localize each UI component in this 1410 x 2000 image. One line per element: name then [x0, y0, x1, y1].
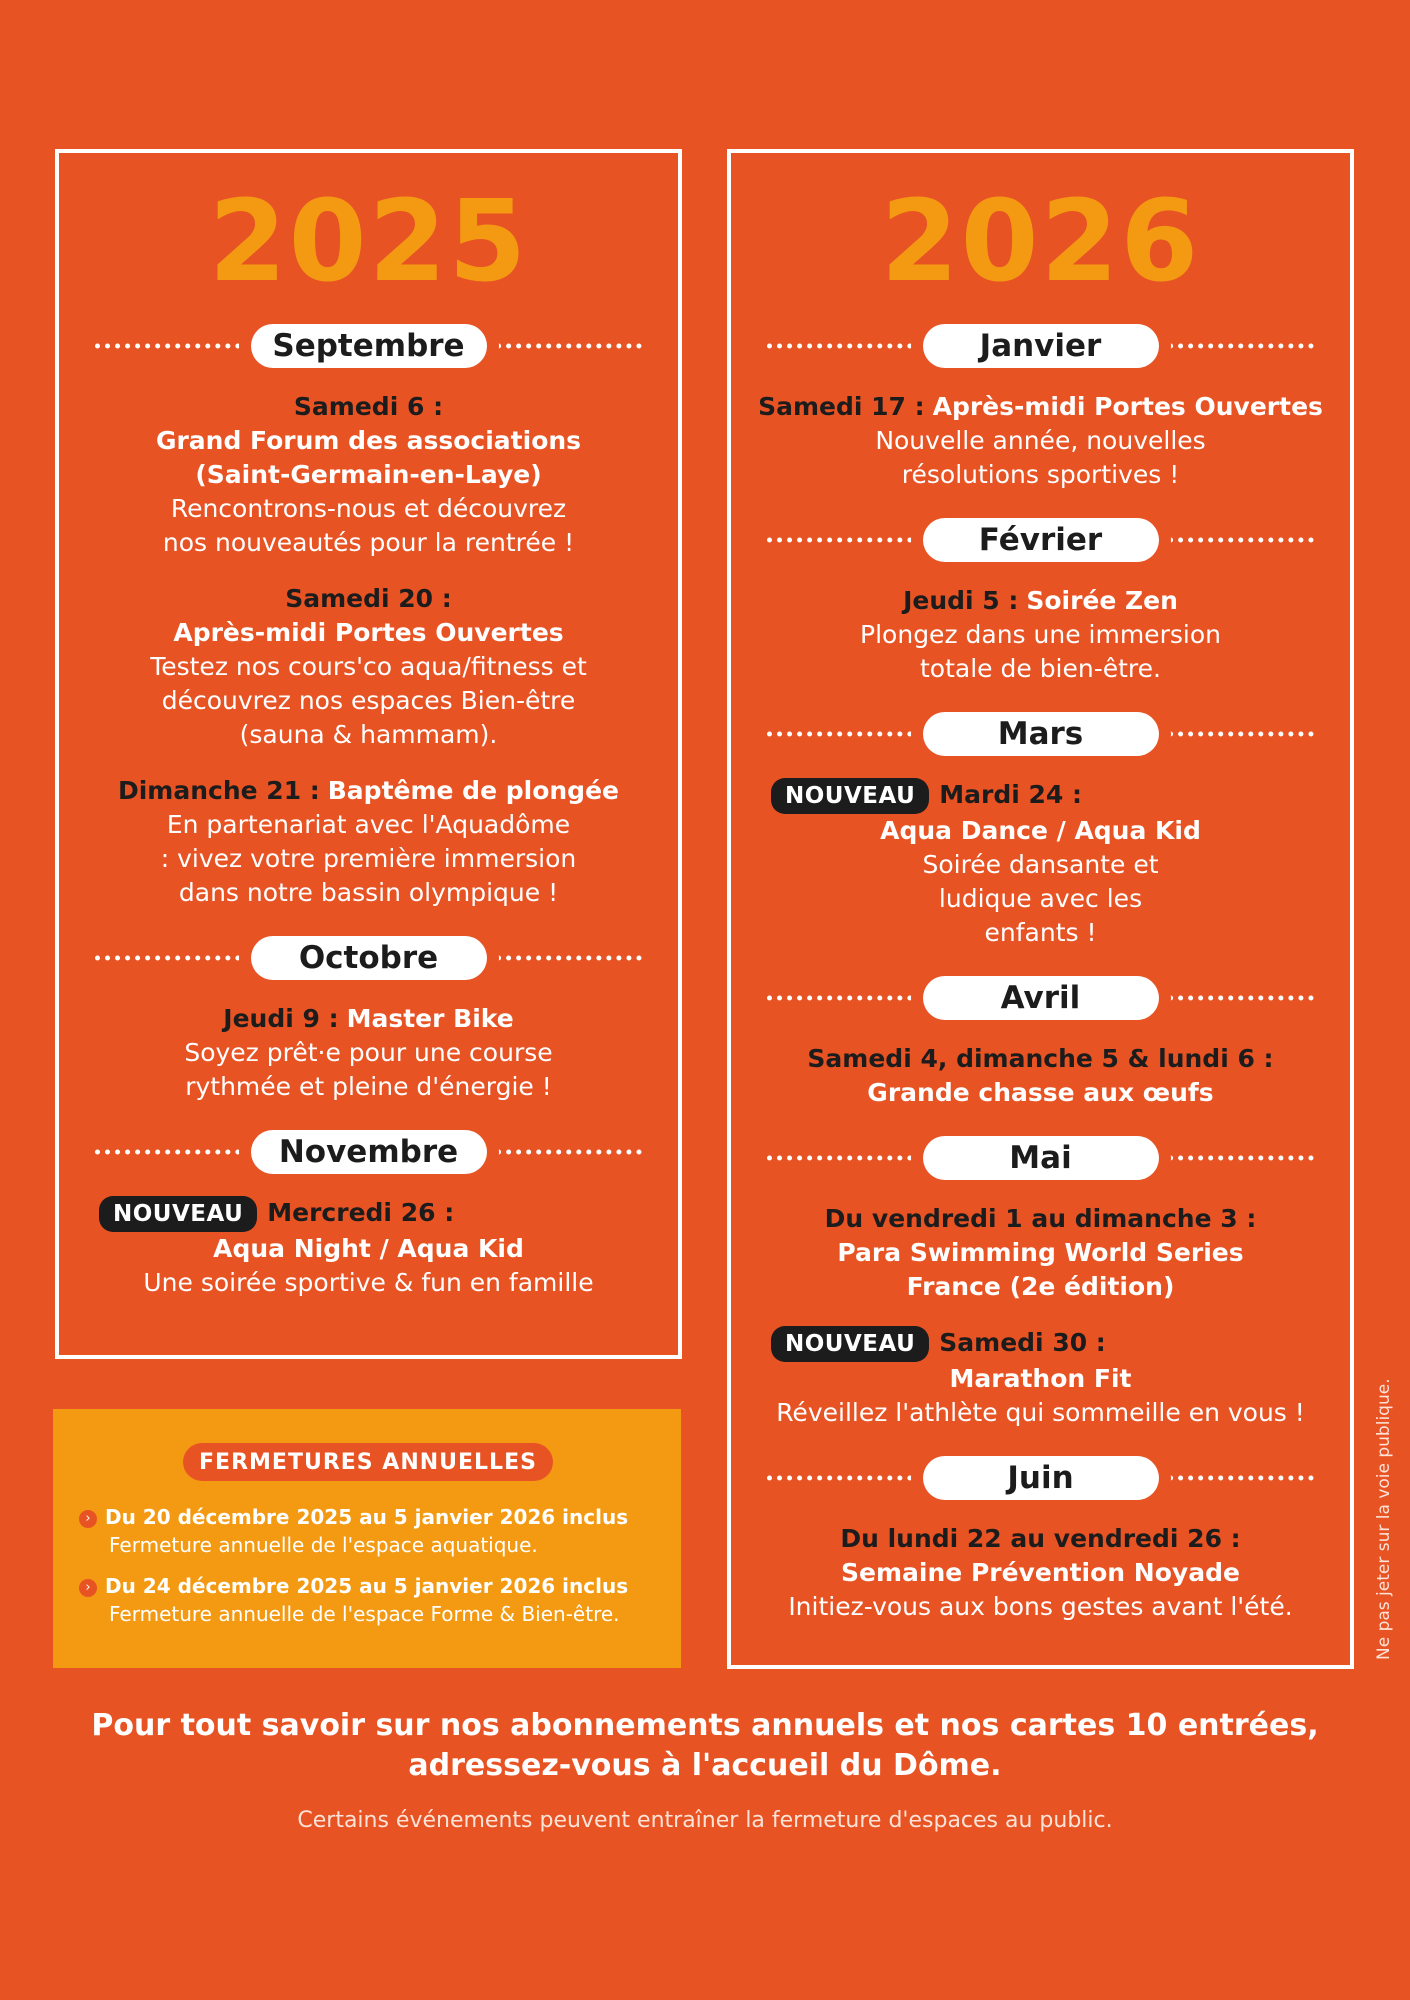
event	[731, 584, 1350, 686]
event	[731, 1202, 1350, 1304]
event-description: Une soirée sportive & fun en famille	[143, 1268, 594, 1297]
event-description: En partenariat avec l'Aquadôme : vivez votre première immersion dans notre bassin olympique !	[160, 810, 577, 907]
month-header-juin	[731, 1456, 1350, 1500]
event-title: Baptême de plongée	[327, 776, 619, 805]
month-label: Mai	[923, 1136, 1159, 1180]
footer-line-1: Pour tout savoir sur nos abonnements annuels et nos cartes 10 entrées,	[91, 1708, 1319, 1743]
event-title: Grand Forum des associations (Saint-Germain-en-Laye)	[155, 426, 582, 489]
new-badge: NOUVEAU	[771, 1326, 929, 1362]
event	[731, 390, 1350, 492]
closure-item	[79, 1503, 628, 1559]
month-label: Novembre	[251, 1130, 487, 1174]
year-title: 2025	[208, 177, 529, 307]
event-date: Jeudi 5 :	[903, 586, 1019, 615]
month-label: Mars	[923, 712, 1159, 756]
event	[59, 1002, 678, 1104]
new-badge: NOUVEAU	[99, 1196, 257, 1232]
event-description: Nouvelle année, nouvelles résolutions sportives !	[875, 426, 1206, 489]
event	[731, 1522, 1350, 1624]
event-date: Mercredi 26 :	[267, 1198, 455, 1227]
month-header-fevrier	[731, 518, 1350, 562]
event	[59, 774, 678, 910]
footer-note: Certains événements peuvent entraîner la fermeture d'espaces au public.	[297, 1808, 1113, 1833]
event	[731, 778, 1350, 950]
event-description: Soirée dansante et ludique avec les enfants !	[922, 850, 1159, 947]
new-badge: NOUVEAU	[771, 778, 929, 814]
month-header-janvier	[731, 324, 1350, 368]
month-label: Février	[923, 518, 1159, 562]
event-title: Aqua Dance / Aqua Kid	[880, 816, 1201, 845]
event-title: Soirée Zen	[1026, 586, 1178, 615]
event-description: Plongez dans une immersion totale de bien-être.	[860, 620, 1221, 683]
month-label: Octobre	[251, 936, 487, 980]
event-date: Samedi 6 :	[293, 392, 444, 421]
month-header-mai	[731, 1136, 1350, 1180]
event-date: Du lundi 22 au vendredi 26 :	[840, 1524, 1241, 1553]
event-title: Master Bike	[346, 1004, 514, 1033]
year-title: 2026	[880, 177, 1201, 307]
footer-message	[0, 1706, 1410, 1786]
chevron-right-icon: ›	[79, 1510, 97, 1528]
year-2026-column	[727, 149, 1354, 1669]
event-title: Après-midi Portes Ouvertes	[173, 618, 564, 647]
closure-dates: Du 20 décembre 2025 au 5 janvier 2026 inclus	[105, 1505, 629, 1529]
month-label: Janvier	[923, 324, 1159, 368]
month-header-avril	[731, 976, 1350, 1020]
event-date: Samedi 4, dimanche 5 & lundi 6 :	[807, 1044, 1274, 1073]
side-note: Ne pas jeter sur la voie publique.	[1374, 1378, 1394, 1660]
month-label: Avril	[923, 976, 1159, 1020]
event-description: Initiez-vous aux bons gestes avant l'été.	[788, 1592, 1293, 1621]
event	[731, 1042, 1350, 1110]
chevron-right-icon: ›	[79, 1579, 97, 1597]
year-2025-column	[55, 149, 682, 1359]
event-description: Rencontrons-nous et découvrez nos nouveautés pour la rentrée !	[162, 494, 575, 557]
event	[59, 390, 678, 560]
month-label: Septembre	[251, 324, 487, 368]
event-date: Samedi 17 :	[758, 392, 925, 421]
event-title: Marathon Fit	[949, 1364, 1132, 1393]
annual-closures-box	[53, 1409, 681, 1668]
closure-description: Fermeture annuelle de l'espace Forme & Bien-être.	[109, 1602, 620, 1626]
event-title: Aqua Night / Aqua Kid	[213, 1234, 524, 1263]
closure-dates: Du 24 décembre 2025 au 5 janvier 2026 inclus	[105, 1574, 629, 1598]
event-description: Testez nos cours'co aqua/fitness et découvrez nos espaces Bien-être (sauna & hammam).	[150, 652, 587, 749]
closure-description: Fermeture annuelle de l'espace aquatique.	[109, 1533, 538, 1557]
month-header-octobre	[59, 936, 678, 980]
event-title: Après-midi Portes Ouvertes	[932, 392, 1323, 421]
footer-line-2: adressez-vous à l'accueil du Dôme.	[408, 1748, 1002, 1783]
event-date: Jeudi 9 :	[223, 1004, 339, 1033]
month-header-mars	[731, 712, 1350, 756]
month-header-septembre	[59, 324, 678, 368]
closure-item	[79, 1572, 628, 1628]
event-description: Réveillez l'athlète qui sommeille en vous !	[776, 1398, 1305, 1427]
event-date: Dimanche 21 :	[117, 776, 320, 805]
event-title: Semaine Prévention Noyade	[841, 1558, 1240, 1587]
event-title: Grande chasse aux œufs	[867, 1078, 1214, 1107]
month-header-novembre	[59, 1130, 678, 1174]
event	[59, 582, 678, 752]
closures-heading: FERMETURES ANNUELLES	[183, 1443, 553, 1481]
event-title: Para Swimming World Series France (2e édition)	[837, 1238, 1244, 1301]
event-date: Mardi 24 :	[939, 780, 1083, 809]
event	[59, 1196, 678, 1300]
event-date: Samedi 20 :	[285, 584, 452, 613]
event	[731, 1326, 1350, 1430]
event-date: Samedi 30 :	[939, 1328, 1106, 1357]
month-label: Juin	[923, 1456, 1159, 1500]
event-date: Du vendredi 1 au dimanche 3 :	[824, 1204, 1257, 1233]
event-description: Soyez prêt·e pour une course rythmée et pleine d'énergie !	[184, 1038, 553, 1101]
